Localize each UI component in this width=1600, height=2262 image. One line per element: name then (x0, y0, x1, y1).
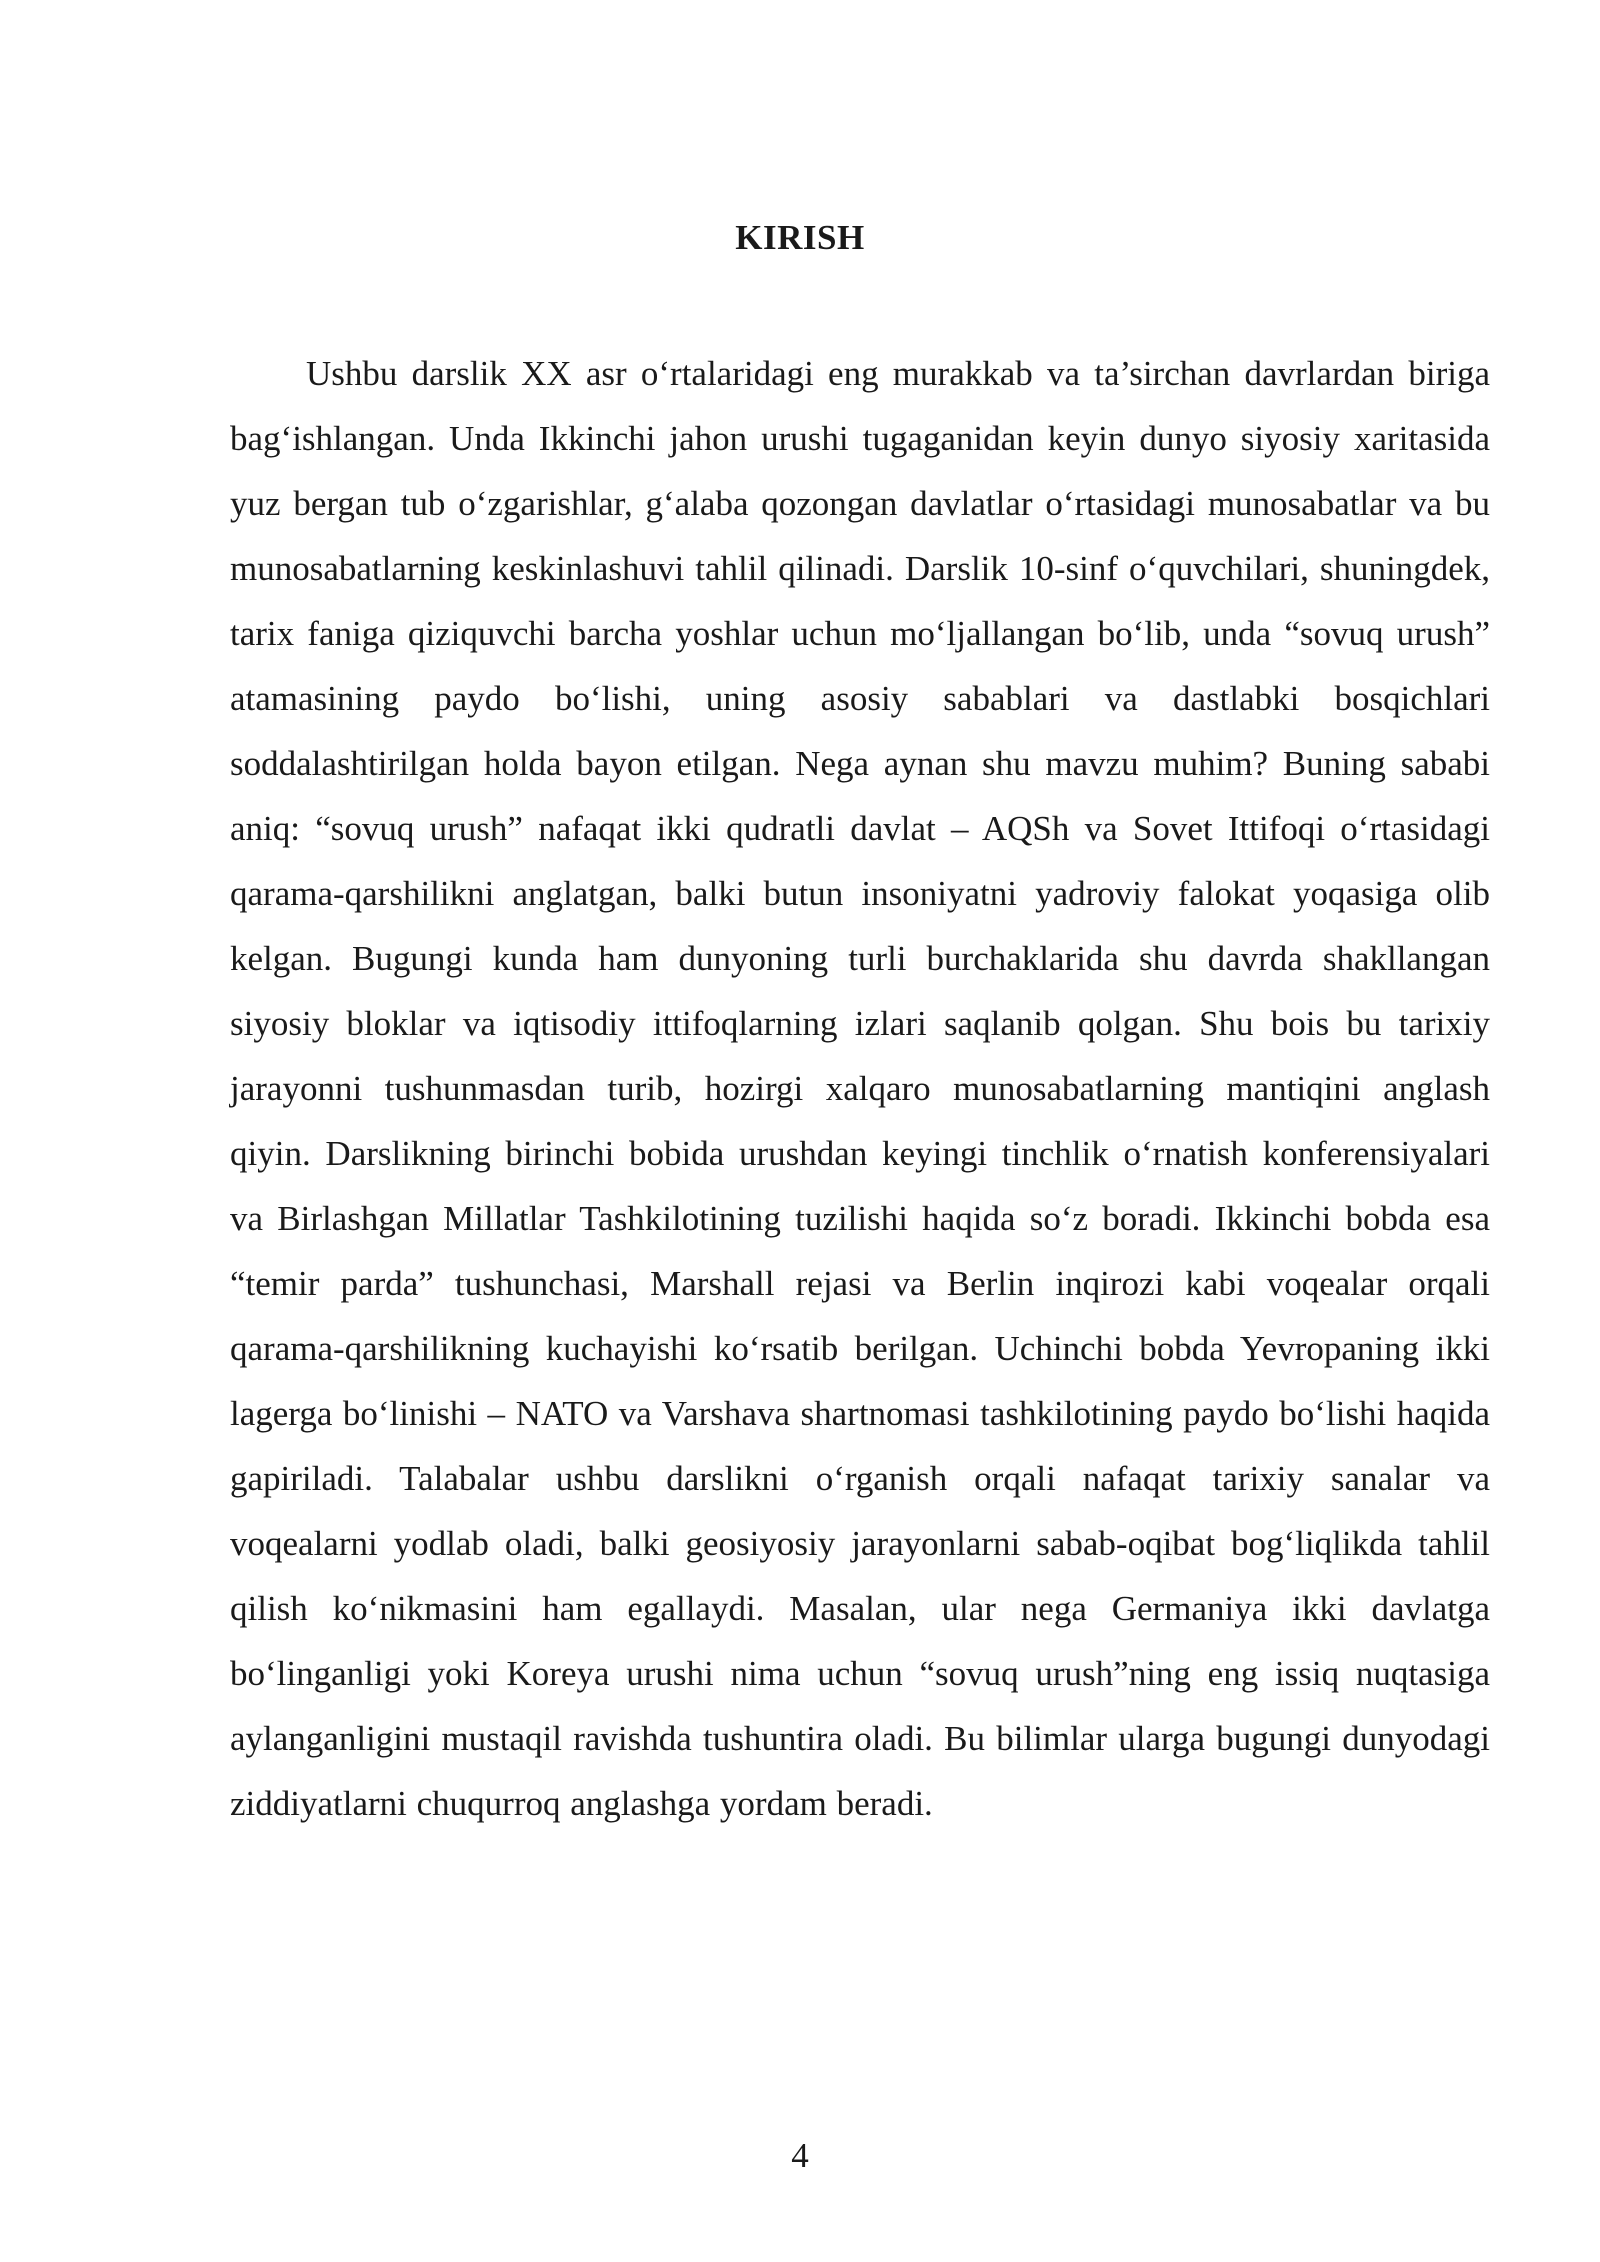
section-heading: KIRISH (735, 218, 865, 257)
page-number: 4 (791, 2136, 809, 2175)
introduction-paragraph: Ushbu darslik XX asr o‘rtalaridagi eng murakkab va ta’sirchan davrlardan biriga bag‘ishlangan. Unda Ikkinchi jahon urushi tugaganidan keyin dunyo siyosiy xaritasida yuz bergan tub o‘zgarishlar, g‘alaba qozongan davlatlar o‘rtasidagi munosabatlar va bu munosabatlarning keskinlashuvi tahlil qilinadi. Darslik 10-sinf o‘quvchilari, shuningdek, tarix faniga qiziquvchi barcha yoshlar uchun mo‘ljallangan bo‘lib, unda “sovuq urush” atamasining paydo bo‘lishi, uning asosiy sabablari va dastlabki bosqichlari soddalashtirilgan holda bayon etilgan. Nega aynan shu mavzu muhim? Buning sababi aniq: “sovuq urush” nafaqat ikki qudratli davlat – AQSh va Sovet Ittifoqi o‘rtasidagi qarama-qarshilikni anglatgan, balki butun insoniyatni yadroviy falokat yoqasiga olib kelgan. Bugungi kunda ham dunyoning turli burchaklarida shu davrda shakllangan siyosiy bloklar va iqtisodiy ittifoqlarning izlari saqlanib qolgan. Shu bois bu tarixiy jarayonni tushunmasdan turib, hozirgi xalqaro munosabatlarning mantiqini anglash qiyin. Darslikning birinchi bobida urushdan keyingi tinchlik o‘rnatish konferensiyalari va Birlashgan Millatlar Tashkilotining tuzilishi haqida so‘z boradi. Ikkinchi bobda esa “temir parda” tushunchasi, Marshall rejasi va Berlin inqirozi kabi voqealar orqali qarama-qarshilikning kuchayishi ko‘rsatib berilgan. Uchinchi bobda Yevropaning ikki lagerga bo‘linishi – NATO va Varshava shartnomasi tashkilotining paydo bo‘lishi haqida gapiriladi. Talabalar ushbu darslikni o‘rganish orqali nafaqat tarixiy sanalar va voqealarni yodlab oladi, balki geosiyosiy jarayonlarni sabab-oqibat bog‘liqlikda tahlil qilish ko‘nikmasini ham egallaydi. Masalan, ular nega Germaniya ikki davlatga bo‘linganligi yoki Koreya urushi nima uchun “sovuq urush”ning eng issiq nuqtasiga aylanganligini mustaqil ravishda tushuntira oladi. Bu bilimlar ularga bugungi dunyodagi ziddiyatlarni chuqurroq anglashga yordam beradi. (230, 354, 1490, 1823)
